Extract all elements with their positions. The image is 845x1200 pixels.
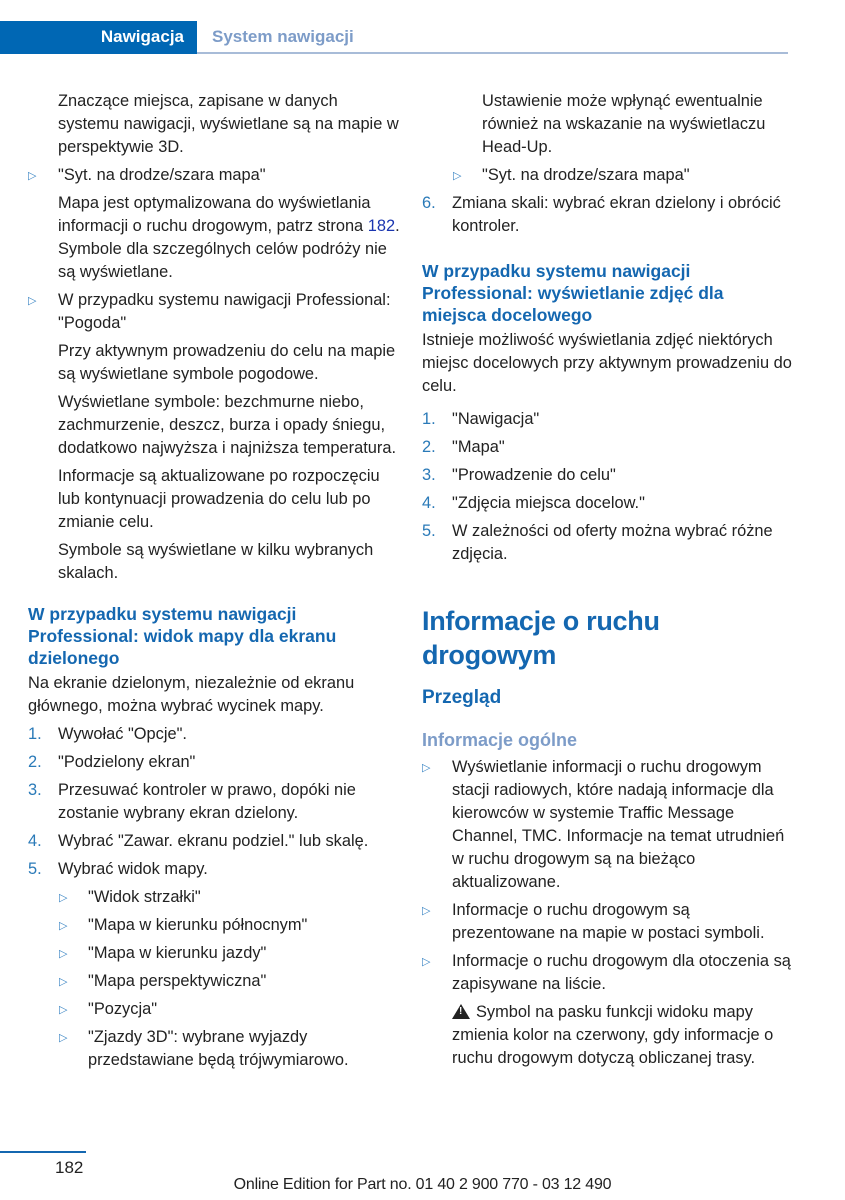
step-item: 1. Wywołać "Opcje". — [28, 723, 400, 746]
paragraph-weather-2: Wyświetlane symbole: bezchmurne niebo, zachmurzenie, deszcz, burza i opady śniegu, dodatkowo najwyższa i najniższa temperatura. — [58, 393, 397, 457]
footer-edition: Online Edition for Part no. 01 40 2 900 770 - 03 12 490 — [233, 1176, 612, 1193]
step-number: 3. — [422, 466, 436, 484]
triangle-bullet-icon: ▷ — [28, 295, 37, 307]
step-number: 2. — [422, 438, 436, 456]
left-column — [28, 90, 400, 1077]
map-view-option: ▷ "Mapa w kierunku jazdy" — [28, 942, 400, 965]
step-number: 1. — [28, 725, 42, 743]
paragraph-3d-landmarks: Znaczące miejsca, zapisane w danych systemu nawigacji, wyświetlane są na mapie w perspektywie 3D. — [58, 92, 399, 156]
triangle-bullet-icon: ▷ — [59, 892, 68, 904]
step-number: 5. — [28, 860, 42, 878]
paragraph-weather-3: Informacje są aktualizowane po rozpoczęciu lub kontynuacji prowadzenia do celu lub po zmianie celu. — [58, 467, 380, 531]
paragraph-weather-4: Symbole są wyświetlane w kilku wybranych skalach. — [58, 541, 374, 582]
step-item: 2. "Mapa" — [422, 436, 792, 459]
step-number: 5. — [422, 522, 436, 540]
triangle-bullet-icon: ▷ — [59, 976, 68, 988]
right-column — [422, 90, 792, 1075]
bullet-traffic-grey-map: ▷ "Syt. na drodze/szara mapa" — [28, 164, 400, 187]
step-number: 4. — [422, 494, 436, 512]
triangle-bullet-icon: ▷ — [453, 170, 462, 182]
triangle-bullet-icon: ▷ — [59, 1032, 68, 1044]
map-view-option: ▷ "Mapa perspektywiczna" — [28, 970, 400, 993]
triangle-bullet-icon: ▷ — [422, 762, 431, 774]
heading-general-info: Informacje ogólne — [422, 730, 578, 750]
step-number: 2. — [28, 753, 42, 771]
step-item: 6. Zmiana skali: wybrać ekran dzielony i obrócić kontroler. — [422, 194, 781, 235]
heading-split-screen: W przypadku systemu nawigacji Professional: widok mapy dla ekranu dzielonego — [28, 604, 337, 668]
map-view-option: ▷ "Syt. na drodze/szara mapa" — [422, 164, 792, 187]
footer-divider — [0, 1151, 86, 1153]
map-view-option: ▷ "Pozycja" — [28, 998, 400, 1021]
header-divider — [197, 52, 788, 54]
step-item: 5. Wybrać widok mapy. — [28, 858, 400, 881]
paragraph-headup: Ustawienie może wpłynąć ewentualnie również na wskazanie na wyświetlaczu Head-Up. — [482, 92, 766, 156]
step-item: 2. "Podzielony ekran" — [28, 751, 400, 774]
step-item: 3. "Prowadzenie do celu" — [422, 464, 792, 487]
map-view-option: ▷ "Mapa w kierunku północnym" — [28, 914, 400, 937]
page-link-182[interactable]: 182 — [367, 217, 396, 235]
step-item: 4. Wybrać "Zawar. ekranu podziel." lub skalę. — [28, 830, 400, 853]
bullet-traffic-info: ▷ Informacje o ruchu drogowym dla otoczenia są zapisywane na liście. — [422, 952, 791, 993]
step-number: 3. — [28, 781, 42, 799]
map-view-option: ▷ "Zjazdy 3D": wybrane wyjazdy przedstawiane będą trójwymiarowo. — [59, 1028, 349, 1069]
step-item: 3. Przesuwać kontroler w prawo, dopóki nie zostanie wybrany ekran dzielony. — [28, 781, 356, 822]
triangle-bullet-icon: ▷ — [59, 948, 68, 960]
heading-destination-photos: W przypadku systemu nawigacji Professional: wyświetlanie zdjęć dla miejsca docelowego — [422, 261, 724, 325]
paragraph-split-intro: Na ekranie dzielonym, niezależnie od ekranu głównego, można wybrać wycinek mapy. — [28, 674, 355, 715]
step-item: 1. "Nawigacja" — [422, 408, 792, 431]
section-title: Nawigacja — [100, 27, 184, 46]
triangle-bullet-icon: ▷ — [422, 956, 431, 968]
map-view-option: ▷ "Widok strzałki" — [28, 886, 400, 909]
bullet-traffic-info: ▷ Wyświetlanie informacji o ruchu drogowym stacji radiowych, które nadają informacje dla kierowców w systemie Traffic Message Channel, TMC. Informacje na temat utrudnień w ruchu drogowym są na bieżąco aktualizowane. — [422, 758, 785, 891]
step-number: 6. — [422, 194, 436, 212]
step-item: 4. "Zdjęcia miejsca docelow." — [422, 492, 792, 515]
step-number: 1. — [422, 410, 436, 428]
step-item: 5. W zależności od oferty można wybrać różne zdjęcia. — [422, 522, 773, 563]
triangle-bullet-icon: ▷ — [28, 170, 37, 182]
paragraph-warning-note: !Symbol na pasku funkcji widoku mapy zmienia kolor na czerwony, gdy informacje o ruchu drogowym dotyczą obliczanej trasy. — [422, 1001, 792, 1070]
paragraph-traffic-map-desc: Mapa jest optymalizowana do wyświetlania informacji o ruchu drogowym, patrz strona 182. Symbole dla szczególnych celów podróży nie są wyświetlane. — [58, 194, 400, 281]
warning-triangle-icon — [452, 1004, 470, 1019]
triangle-bullet-icon: ▷ — [422, 905, 431, 917]
triangle-bullet-icon: ▷ — [59, 1004, 68, 1016]
bullet-weather: ▷ W przypadku systemu nawigacji Professional: "Pogoda" — [28, 291, 391, 332]
heading-overview: Przegląd — [422, 687, 502, 708]
paragraph-weather-1: Przy aktywnym prowadzeniu do celu na mapie są wyświetlane symbole pogodowe. — [58, 342, 396, 383]
paragraph-photos-intro: Istnieje możliwość wyświetlania zdjęć niektórych miejsc docelowych przy aktywnym prowadzeniu do celu. — [422, 331, 792, 395]
triangle-bullet-icon: ▷ — [59, 920, 68, 932]
heading-traffic-info: Informacje o ruchu drogowym — [422, 606, 660, 670]
bullet-traffic-info: ▷ Informacje o ruchu drogowym są prezentowane na mapie w postaci symboli. — [422, 901, 765, 942]
subsection-title: System nawigacji — [212, 27, 354, 46]
page-number: 182 — [55, 1158, 84, 1177]
step-number: 4. — [28, 832, 42, 850]
section-header-band — [0, 21, 197, 54]
